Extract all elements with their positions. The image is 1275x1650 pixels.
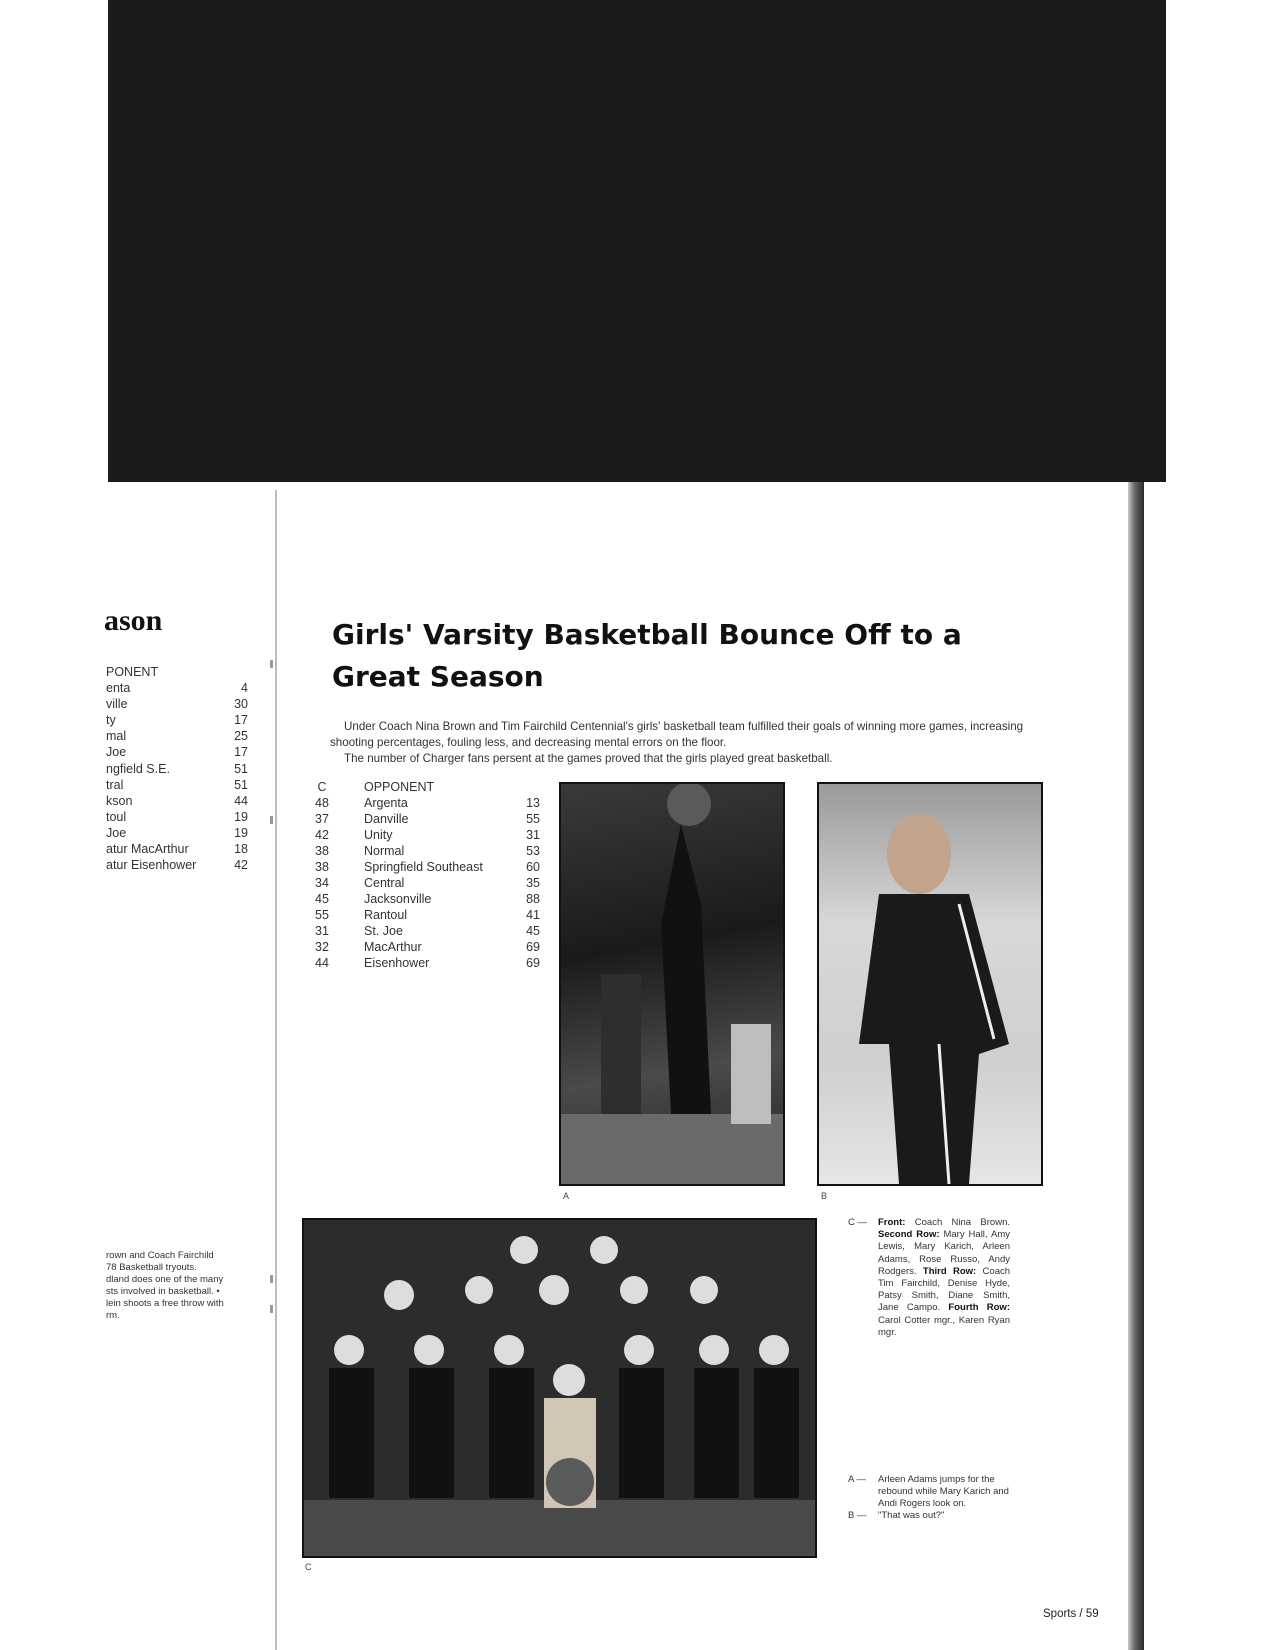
left-caption-line: rown and Coach Fairchild xyxy=(106,1250,214,1261)
centennial-score: 37 xyxy=(315,812,329,826)
score-row xyxy=(312,907,540,923)
left-score-row xyxy=(106,696,248,712)
score-row xyxy=(312,939,540,955)
centennial-score: 32 xyxy=(315,940,329,954)
intro-paragraph: The number of Charger fans persent at the games proved that the girls played great basketball. xyxy=(344,752,833,765)
centennial-score: 44 xyxy=(315,956,329,970)
gutter-mark xyxy=(270,1275,273,1283)
left-score-row xyxy=(106,841,248,857)
opponent-name: Springfield Southeast xyxy=(364,860,483,874)
opponent-score: 88 xyxy=(526,892,540,906)
intro-paragraph: Under Coach Nina Brown and Tim Fairchild Centennial's girls' basketball team fulfilled their goals of winning more games, increasing shooting percentages, fouling less, and decreasing mental errors on the floor. xyxy=(330,720,1024,749)
article-intro xyxy=(330,719,1030,767)
opponent-name: Argenta xyxy=(364,796,408,810)
left-opponent-score: 4 xyxy=(241,681,248,695)
opponent-name: Unity xyxy=(364,828,393,842)
centennial-score: 45 xyxy=(315,892,329,906)
left-caption-line: lein shoots a free throw with xyxy=(106,1298,224,1309)
opponent-score: 69 xyxy=(526,956,540,970)
left-opponent-score: 17 xyxy=(234,713,248,728)
score-row xyxy=(312,795,540,811)
left-score-row xyxy=(106,857,248,873)
dark-scan-margin xyxy=(108,0,1166,482)
opponent-score: 60 xyxy=(526,860,540,874)
left-score-row xyxy=(106,777,248,793)
left-opponent-score: 17 xyxy=(234,745,248,760)
left-opponent-name: ty xyxy=(106,713,116,728)
left-opponent-name: toul xyxy=(106,809,127,824)
left-page-heading: ason xyxy=(104,604,163,637)
left-score-row xyxy=(106,809,248,825)
opponent-name: Rantoul xyxy=(364,908,408,922)
opponent-name: Normal xyxy=(364,844,405,858)
opponent-score: 69 xyxy=(526,940,540,954)
left-opponent-name: atur Eisenhower xyxy=(106,858,197,873)
left-caption-line: sts involved in basketball. • xyxy=(106,1286,220,1297)
centennial-score: 42 xyxy=(315,828,329,842)
score-table-header: C OPPONENT xyxy=(317,780,435,794)
opponent-score: 41 xyxy=(526,908,540,922)
opponent-name: Jacksonville xyxy=(364,892,432,906)
opponent-name: MacArthur xyxy=(364,940,422,954)
centennial-score: 38 xyxy=(315,860,329,874)
opponent-score: 35 xyxy=(526,876,540,890)
left-opponent-name: mal xyxy=(106,729,127,744)
opponent-score: 31 xyxy=(526,828,540,842)
score-row xyxy=(312,859,540,875)
left-opponent-name: ville xyxy=(106,697,128,712)
score-row xyxy=(312,827,540,843)
opponent-score: 53 xyxy=(526,844,540,858)
left-column-header: PONENT xyxy=(106,665,159,679)
photo-a-label: A xyxy=(563,1191,570,1201)
page-gutter xyxy=(275,490,277,1650)
article-title: Girls' Varsity Basketball Bounce Off to a Great Season xyxy=(332,618,962,693)
score-row xyxy=(312,875,540,891)
photo-c-label: C xyxy=(305,1562,312,1572)
photo-b-label: B xyxy=(821,1191,828,1201)
left-opponent-score: 19 xyxy=(234,809,248,824)
left-opponent-score: 51 xyxy=(234,777,248,792)
left-opponent-name: kson xyxy=(106,793,133,808)
score-row xyxy=(312,843,540,859)
opponent-score: 13 xyxy=(526,796,540,810)
photo-b-placeholder xyxy=(819,784,1041,1184)
centennial-score: 31 xyxy=(315,924,329,938)
left-opponent-name: Joe xyxy=(106,745,127,760)
opponent-name: Danville xyxy=(364,812,409,826)
left-opponent-name: Joe xyxy=(106,825,127,840)
left-opponent-score: 42 xyxy=(234,858,248,873)
left-score-row xyxy=(106,793,248,809)
left-score-row xyxy=(106,744,248,760)
left-opponent-score: 44 xyxy=(234,793,248,808)
left-page-caption xyxy=(106,1250,244,1322)
left-caption-line: rm. xyxy=(106,1310,120,1321)
opponent-name: Central xyxy=(364,876,405,890)
score-row xyxy=(312,811,540,827)
caption-c-body: Front: Coach Nina Brown. Second Row: Mary Hall, Amy Lewis, Mary Karich, Arleen Adams, Rose Russo, Andy Rodgers. Third Row: Coach Tim Fairchild, Denise Hyde, Patsy Smith, Diane Smith, Jane Campo. Fourth Row: Carol Cotter mgr., Karen Ryan mgr. xyxy=(878,1217,1011,1338)
page-edge-shadow xyxy=(1128,482,1144,1650)
gutter-mark xyxy=(270,660,273,668)
photo-b-player xyxy=(817,782,1043,1186)
left-opponent-score: 51 xyxy=(234,761,248,776)
left-opponent-name: tral xyxy=(106,777,124,792)
score-row xyxy=(312,891,540,907)
photo-a-rebound xyxy=(559,782,785,1186)
photo-c-team xyxy=(302,1218,817,1558)
page-folio: Sports / 59 xyxy=(1043,1608,1099,1620)
left-opponent-name: ngfield S.E. xyxy=(106,761,170,776)
left-opponent-name: enta xyxy=(106,681,131,695)
left-score-row xyxy=(106,761,248,777)
photo-c-placeholder xyxy=(304,1220,815,1556)
left-caption-line: dland does one of the many xyxy=(106,1274,224,1285)
photo-a-placeholder xyxy=(561,784,783,1184)
left-opponent-score: 18 xyxy=(234,842,248,856)
caption-c: C — Front: Coach Nina Brown. Second Row: Mary Hall, Amy Lewis, Mary Karich, Arleen Adams, Rose Russo, Andy Rodgers. Third Row: Coach Tim Fairchild, Denise Hyde, Patsy Smith, Diane Smith, Jane Campo. Fourth Row: Carol Cotter mgr., Karen Ryan mgr. xyxy=(848,1217,1011,1338)
opponent-name: St. Joe xyxy=(364,924,403,938)
left-opponent-name: atur MacArthur xyxy=(106,842,189,856)
gutter-mark xyxy=(270,816,273,824)
score-row xyxy=(312,923,540,939)
score-row xyxy=(312,955,540,971)
opponent-score: 55 xyxy=(526,812,540,826)
caption-ab xyxy=(848,1474,1026,1522)
centennial-score: 48 xyxy=(315,796,329,810)
left-score-row xyxy=(106,712,248,728)
caption-a: A — Arleen Adams jumps for the rebound while Mary Karich and Andi Rogers look on. xyxy=(848,1474,1009,1509)
left-opponent-score: 30 xyxy=(234,697,248,712)
centennial-score: 38 xyxy=(315,844,329,858)
centennial-score: 34 xyxy=(315,876,329,890)
opponent-score: 45 xyxy=(526,924,540,938)
gutter-mark xyxy=(270,1305,273,1313)
left-score-row xyxy=(106,680,248,696)
left-caption-line: 78 Basketball tryouts. xyxy=(106,1262,197,1273)
opponent-name: Eisenhower xyxy=(364,956,430,970)
left-opponent-score: 19 xyxy=(234,825,248,840)
season-score-table xyxy=(312,779,540,971)
left-opponent-score: 25 xyxy=(234,729,248,744)
caption-b: B — "That was out?" xyxy=(848,1510,945,1521)
centennial-score: 55 xyxy=(315,908,329,922)
left-score-row xyxy=(106,728,248,744)
left-score-row xyxy=(106,825,248,841)
